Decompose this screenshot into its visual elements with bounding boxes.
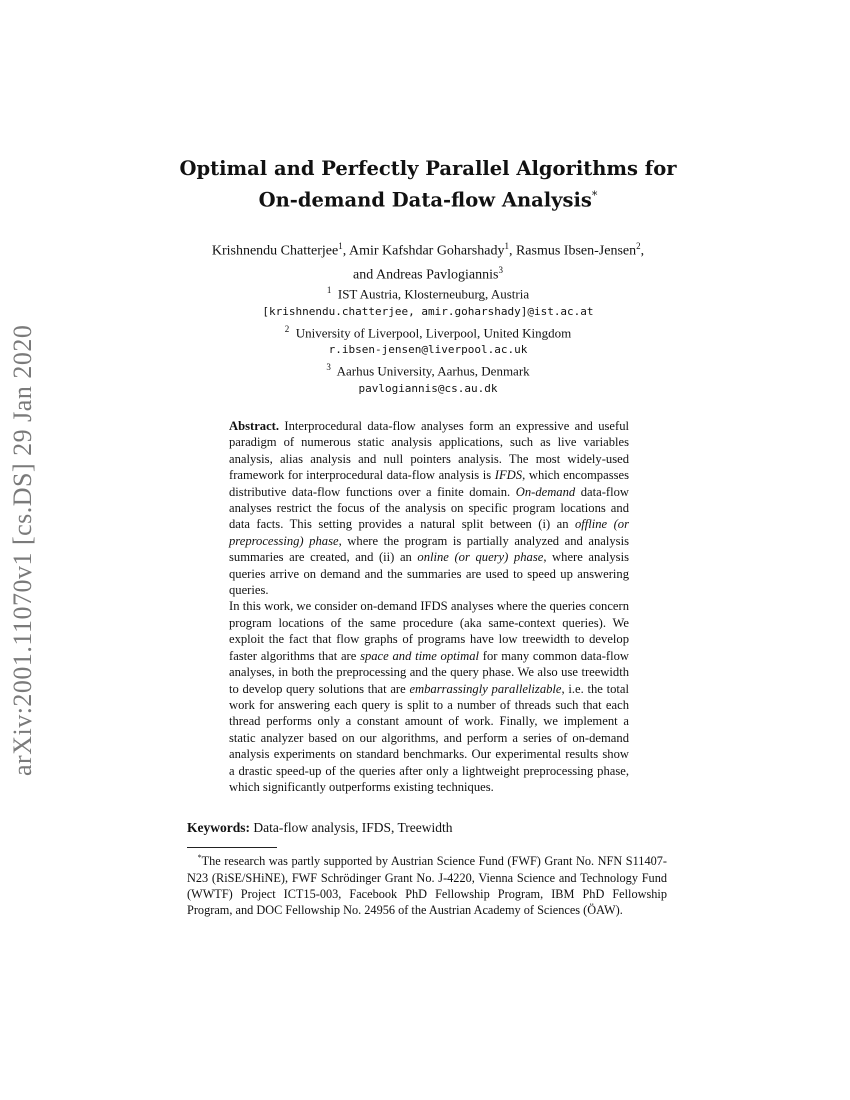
author-name: and Andreas Pavlogiannis	[353, 267, 499, 283]
author-affiliation-mark: 1	[338, 241, 343, 251]
affiliation-block	[170, 282, 686, 398]
abstract-emphasis: On-demand	[515, 484, 576, 499]
title-line-1: Optimal and Perfectly Parallel Algorithms for	[179, 157, 677, 180]
author-affiliation-mark: 1	[504, 241, 509, 251]
affiliation	[170, 282, 686, 303]
abstract-paragraph-2	[229, 598, 629, 795]
affiliation-name: Aarhus University, Aarhus, Denmark	[336, 363, 530, 379]
abstract-emphasis: space and time optimal	[360, 648, 480, 663]
abstract-text: , i.e. the total work for answering each query is split to a number of threads such that each thread performs only a constant amount of work. Finally, we implement a static analyzer based on our algorithms, and perform a series of on-demand analysis experiments on standard benchmarks. Our experimental results show a drastic speed-up of the queries after only a lightweight preprocessing phase, which significantly outperforms existing techniques.	[229, 681, 629, 794]
abstract-text: , where the program is partially analyzed and analysis summaries are created, and (ii) an	[229, 533, 629, 565]
abstract-text: In this work, we consider on-demand IFDS analyses where the queries concern program locations of the same procedure (aka same-context queries). We exploit the fact that flow graphs of programs have low treewidth to develop faster algorithms that are	[229, 599, 629, 663]
affiliation-email[interactable]: pavlogiannis@cs.au.dk	[358, 381, 498, 395]
author-list: Krishnendu Chatterjee$^1$, Amir Kafshdar Goharshady$^1$, Rasmus Ibsen-Jensen$^2$, and Andreas Pavlogiannis$^3$	[211, 241, 645, 283]
funding-footnote	[187, 850, 667, 919]
affiliation	[170, 321, 686, 342]
affiliation-email[interactable]: r.ibsen-jensen@liverpool.ac.uk	[328, 343, 528, 357]
abstract-emphasis: IFDS	[494, 468, 523, 483]
affiliation-email[interactable]: [krishnendu.chatterjee, amir.goharshady]@ist.ac.at	[262, 304, 594, 318]
affiliation-number: 2	[284, 323, 290, 334]
abstract	[229, 418, 629, 795]
abstract-emphasis: embarrassingly parallelizable	[409, 681, 562, 696]
footnote-text: The research was partly supported by Austrian Science Fund (FWF) Grant No. NFN S11407-N23 (RiSE/SHiNE), FWF Schrödinger Grant No. J-4220, Vienna Science and Technology Fund (WWTF) Project ICT15-003, Facebook PhD Fellowship Program, IBM PhD Fellowship Program, and DOC Fellowship No. 24956 of the Austrian Academy of Sciences (ÖAW).	[187, 854, 667, 918]
keywords-text: Data-flow analysis, IFDS, Treewidth	[250, 820, 453, 835]
footnote-divider	[187, 847, 277, 848]
author-affiliation-mark: 3	[498, 264, 503, 275]
affiliation-number: 1	[326, 285, 332, 295]
abstract-text: , where analysis queries arrive on demand and the summaries are used to speed up answering queries.	[229, 550, 629, 598]
keywords	[187, 820, 667, 836]
affiliation-name: University of Liverpool, Liverpool, United Kingdom	[295, 324, 572, 340]
title-footnote-mark: *	[591, 189, 598, 202]
affiliation-name: IST Austria, Klosterneuburg, Austria	[337, 286, 530, 302]
abstract-text: , which encompasses distributive data-flow functions over a finite domain.	[229, 468, 629, 499]
keywords-label: Keywords:	[187, 820, 250, 835]
author-name: Rasmus Ibsen-Jensen	[515, 243, 637, 259]
abstract-text: Interprocedural data-flow analyses form an expressive and useful paradigm of numerous static analysis applications, such as live variables analysis, alias analysis and null pointers analysis. The most widely-used framework for interprocedural data-flow analysis is	[229, 419, 629, 483]
author-affiliation-mark: 2	[636, 241, 641, 251]
arxiv-margin-identifier: arXiv:2001.11070v1 [cs.DS] 29 Jan 2020	[8, 324, 37, 776]
title-line-2: On-demand Data-flow Analysis	[258, 188, 592, 212]
author-name: Krishnendu Chatterjee	[211, 243, 339, 259]
abstract-emphasis: online (or query) phase	[417, 550, 544, 565]
abstract-text: data-flow analyses restrict the focus of the analysis on specific program locations and data facts. This setting provides a natural split between (i) an	[229, 484, 629, 532]
abstract-text: for many common data-flow analyses, in both the preprocessing and the query phase. We also use treewidth to develop query solutions that are	[229, 648, 629, 696]
abstract-label: Abstract.	[229, 419, 280, 433]
affiliation	[170, 359, 686, 380]
paper-title	[170, 155, 686, 214]
affiliation-number: 3	[326, 362, 331, 373]
footnote-mark: *	[197, 853, 202, 862]
author-name: Amir Kafshdar Goharshady	[348, 243, 505, 259]
abstract-paragraph-1	[229, 418, 629, 598]
abstract-emphasis: offline (or preprocessing) phase	[229, 517, 629, 548]
